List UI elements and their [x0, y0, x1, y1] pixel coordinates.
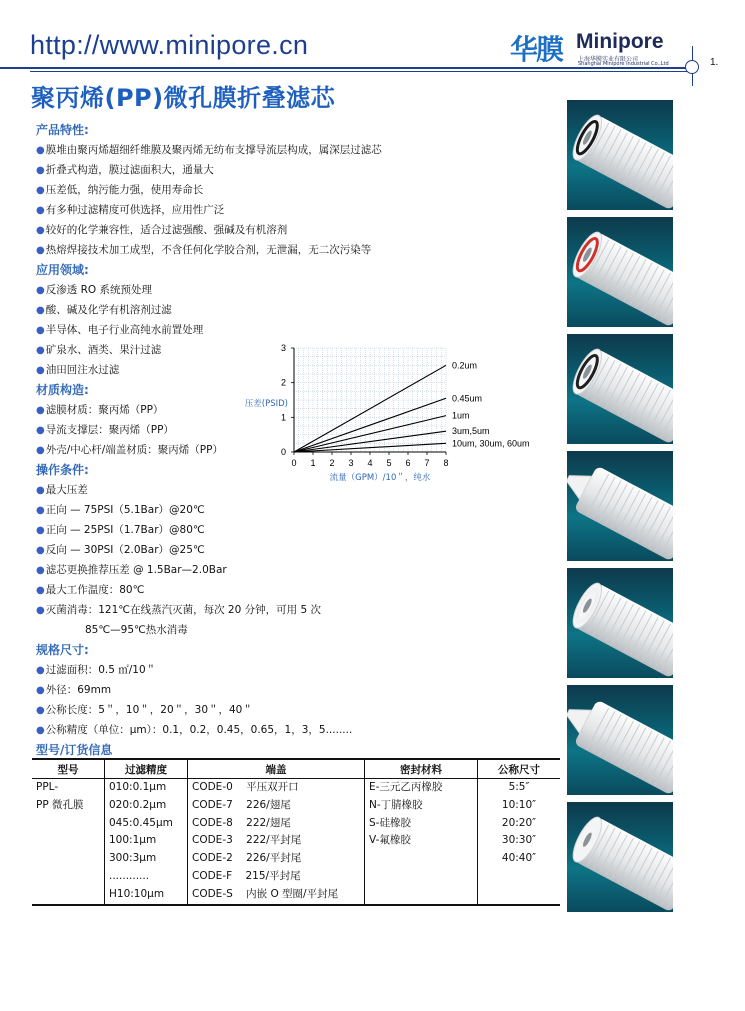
list-item-text: 外壳/中心杆/端盖材质：聚丙烯（PP） — [45, 444, 223, 456]
list-item — [36, 520, 556, 540]
x-tick-label: 7 — [424, 458, 430, 468]
operation-extra-line: 85℃—95℃热水消毒 — [85, 624, 188, 636]
x-tick-label: 4 — [367, 458, 373, 468]
list-item-text: 公称精度（单位：μm）：0.1，0.2，0.45，0.65，1，3，5........ — [45, 724, 353, 736]
bullet-icon: ● — [36, 325, 45, 336]
page-number: 1. — [710, 57, 719, 68]
x-tick-label: 8 — [443, 458, 449, 468]
specs-heading: 规格尺寸: — [36, 643, 89, 657]
x-tick-label: 3 — [348, 458, 354, 468]
bullet-icon: ● — [36, 505, 45, 516]
seal-cell — [365, 779, 478, 905]
x-axis-label: 流量（GPM）/10＂，纯水 — [329, 473, 431, 483]
logo-sub-en: Shanghai Minipore Industrial Co.,Ltd — [578, 61, 669, 67]
list-item-text: 导流支撑层：聚丙烯（PP） — [45, 424, 174, 436]
model-cell — [32, 779, 105, 905]
table-cell-line: 100:1μm — [109, 834, 157, 847]
x-tick-label: 0 — [291, 458, 297, 468]
list-item-text: 较好的化学兼容性，适合过滤强酸、强碱及有机溶剂 — [45, 224, 288, 236]
bullet-icon: ● — [36, 705, 45, 716]
bullet-icon: ● — [36, 245, 45, 256]
list-item — [36, 720, 556, 740]
table-cell-line: CODE-8 222/翅尾 — [192, 816, 291, 829]
filter-cartridge-icon — [567, 568, 673, 678]
list-item-text: 半导体、电子行业高纯水前置处理 — [45, 324, 204, 336]
y-tick-label: 0 — [280, 447, 286, 457]
list-item-text: 灭菌消毒：121℃在线蒸汽灭菌，每次 20 分钟，可用 5 次 — [45, 604, 321, 616]
filter-cartridge-icon — [567, 217, 673, 327]
features-heading: 产品特性: — [36, 123, 89, 137]
list-item-text: 酸、碱及化学有机溶剂过滤 — [45, 304, 172, 316]
table-cell-line: CODE-2 226/平封尾 — [192, 852, 302, 865]
list-item-text: 公称长度：5＂，10＂，20＂，30＂，40＂ — [45, 704, 253, 716]
list-item-text: 油田回注水过滤 — [45, 364, 120, 376]
table-cell-line: S-硅橡胶 — [369, 816, 411, 829]
table-cell-line: 020:0.2μm — [109, 798, 167, 811]
list-item-text: 最大工作温度：80℃ — [45, 584, 145, 596]
series-label: 0.2um — [452, 360, 478, 371]
filter-cartridge-icon — [567, 100, 673, 210]
operation-heading: 操作条件: — [36, 463, 89, 477]
bullet-icon: ● — [36, 445, 45, 456]
table-cell-line: V-氟橡胶 — [369, 834, 411, 847]
table-cell-line: CODE-3 222/平封尾 — [192, 834, 302, 847]
list-item-text: 压差低，纳污能力强，使用寿命长 — [45, 184, 204, 196]
product-photo — [567, 685, 673, 795]
list-item-text: 正向 — 75PSI（5.1Bar）@20℃ — [45, 504, 205, 516]
list-item-text: 反渗透 RO 系统预处理 — [45, 284, 152, 296]
bullet-icon: ● — [36, 485, 45, 496]
table-cell-line: 10:10″ — [501, 798, 537, 811]
table-cell-line: CODE-F 215/平封尾 — [192, 869, 301, 882]
order-table — [32, 758, 560, 906]
list-item-text: 最大压差 — [45, 484, 88, 496]
product-photo — [567, 568, 673, 678]
bullet-icon: ● — [36, 725, 45, 736]
bullet-icon: ● — [36, 585, 45, 596]
filter-cartridge-icon — [567, 802, 673, 912]
table-cell-line: H10:10μm — [109, 887, 165, 900]
list-item — [36, 600, 556, 620]
product-photo — [567, 802, 673, 912]
table-cell-line: ............ — [109, 869, 150, 882]
order-heading: 型号/订货信息 — [36, 743, 113, 757]
list-item — [36, 580, 556, 600]
table-cell-line: CODE-S 内嵌 O 型圈/平封尾 — [192, 887, 339, 900]
list-item — [36, 280, 556, 300]
list-item-text: 滤芯更换推荐压差 @ 1.5Bar—2.0Bar — [45, 564, 227, 576]
table-cell-line: 20:20″ — [501, 816, 537, 829]
header-rule-thin — [30, 71, 692, 72]
size-cell — [478, 779, 561, 905]
bullet-icon: ● — [36, 685, 45, 696]
series-label: 1um — [452, 410, 470, 421]
list-item-text: 过滤面积：0.5 ㎡/10＂ — [45, 664, 157, 676]
col-endcap: 端盖 — [188, 759, 365, 779]
bullet-icon: ● — [36, 425, 45, 436]
list-item — [36, 700, 556, 720]
list-item — [36, 220, 556, 240]
y-tick-label: 3 — [280, 343, 286, 353]
list-item — [36, 140, 556, 160]
table-cell-line: E-三元乙丙橡胶 — [369, 781, 443, 793]
list-item-text: 正向 — 25PSI（1.7Bar）@80℃ — [45, 524, 205, 536]
series-label: 3um,5um — [452, 426, 490, 437]
page-title: 聚丙烯(PP)微孔膜折叠滤芯 — [31, 84, 336, 112]
table-cell-line: 30:30″ — [501, 834, 537, 847]
bullet-icon: ● — [36, 165, 45, 176]
bullet-icon: ● — [36, 565, 45, 576]
table-cell-line: 010:0.1μm — [109, 781, 167, 793]
col-size: 公称尺寸 — [478, 759, 561, 779]
table-cell-line: N-丁腈橡胶 — [369, 798, 423, 811]
table-cell-line: CODE-7 226/翅尾 — [192, 798, 291, 811]
col-seal: 密封材料 — [365, 759, 478, 779]
filter-cartridge-icon — [567, 685, 673, 795]
table-cell-line: 045:0.45μm — [109, 816, 173, 829]
logo-cn-text: 华膜 — [510, 33, 563, 66]
list-item — [36, 180, 556, 200]
list-item-text: 矿泉水、酒类、果汁过滤 — [45, 344, 162, 356]
company-logo — [510, 28, 685, 68]
x-tick-label: 5 — [386, 458, 392, 468]
list-item — [36, 200, 556, 220]
operation-list — [36, 480, 556, 620]
bullet-icon: ● — [36, 285, 45, 296]
list-item-text: 外径：69mm — [45, 684, 112, 696]
order-table-header — [32, 759, 560, 779]
bullet-icon: ● — [36, 185, 45, 196]
order-table-row — [32, 779, 560, 905]
features-list — [36, 140, 556, 260]
y-tick-label: 1 — [280, 412, 286, 423]
list-item-text: 膜堆由聚丙烯超细纤维膜及聚丙烯无纺布支撑导流层构成，属深层过滤芯 — [45, 144, 382, 156]
x-tick-label: 1 — [310, 458, 316, 468]
bullet-icon: ● — [36, 345, 45, 356]
list-item-text: 有多种过滤精度可供选择，应用性广泛 — [45, 204, 225, 216]
bullet-icon: ● — [36, 525, 45, 536]
y-tick-label: 2 — [280, 377, 286, 388]
precision-cell — [105, 779, 188, 905]
filter-cartridge-icon — [567, 451, 673, 561]
list-item — [36, 500, 556, 520]
list-item — [36, 240, 556, 260]
logo-en-text: Minipore — [576, 30, 664, 53]
list-item — [36, 660, 556, 680]
bullet-icon: ● — [36, 205, 45, 216]
website-url[interactable]: http://www.minipore.cn — [30, 30, 309, 60]
list-item-text: 折叠式构造，膜过滤面积大，通量大 — [45, 164, 214, 176]
bullet-icon: ● — [36, 305, 45, 316]
list-item — [36, 560, 556, 580]
materials-heading: 材质构造: — [36, 383, 89, 397]
bullet-icon: ● — [36, 665, 45, 676]
logo-sub-cn: 上海华膜实业有限公司 — [578, 56, 639, 63]
bullet-icon: ● — [36, 405, 45, 416]
bullet-icon: ● — [36, 545, 45, 556]
product-photo-column — [567, 100, 673, 919]
header-circle-mark — [685, 60, 699, 74]
endcap-cell — [188, 779, 365, 905]
col-model: 型号 — [32, 759, 105, 779]
list-item — [36, 300, 556, 320]
col-precision: 过滤精度 — [105, 759, 188, 779]
table-cell-line: PPL- — [36, 781, 59, 793]
list-item — [36, 540, 556, 560]
specs-list — [36, 660, 556, 740]
bullet-icon: ● — [36, 145, 45, 156]
product-photo — [567, 334, 673, 444]
table-cell-line: 300:3μm — [109, 852, 157, 865]
series-label: 10um, 30um, 60um — [452, 438, 530, 449]
series-label: 0.45um — [452, 393, 483, 404]
list-item — [36, 680, 556, 700]
table-cell-line: CODE-0 平压双开口 — [192, 781, 299, 793]
list-item-text: 反向 — 30PSI（2.0Bar）@25℃ — [45, 544, 205, 556]
product-photo — [567, 217, 673, 327]
bullet-icon: ● — [36, 225, 45, 236]
pressure-flow-chart — [236, 340, 556, 495]
table-cell-line: 40:40″ — [501, 852, 537, 865]
list-item-text: 热熔焊接技术加工成型，不含任何化学胶合剂，无泄漏，无二次污染等 — [45, 244, 372, 256]
product-photo — [567, 451, 673, 561]
x-tick-label: 2 — [329, 458, 335, 468]
list-item — [36, 160, 556, 180]
list-item — [36, 320, 556, 340]
bullet-icon: ● — [36, 605, 45, 616]
product-photo — [567, 100, 673, 210]
x-tick-label: 6 — [405, 458, 411, 468]
y-axis-label: 压差(PSID) — [244, 399, 288, 409]
applications-heading: 应用领域: — [36, 263, 89, 277]
filter-cartridge-icon — [567, 334, 673, 444]
bullet-icon: ● — [36, 365, 45, 376]
table-cell-line: 5:5″ — [508, 781, 530, 793]
list-item-text: 滤膜材质：聚丙烯（PP） — [45, 404, 164, 416]
table-cell-line: PP 微孔膜 — [36, 798, 84, 811]
header-rule — [0, 67, 692, 69]
